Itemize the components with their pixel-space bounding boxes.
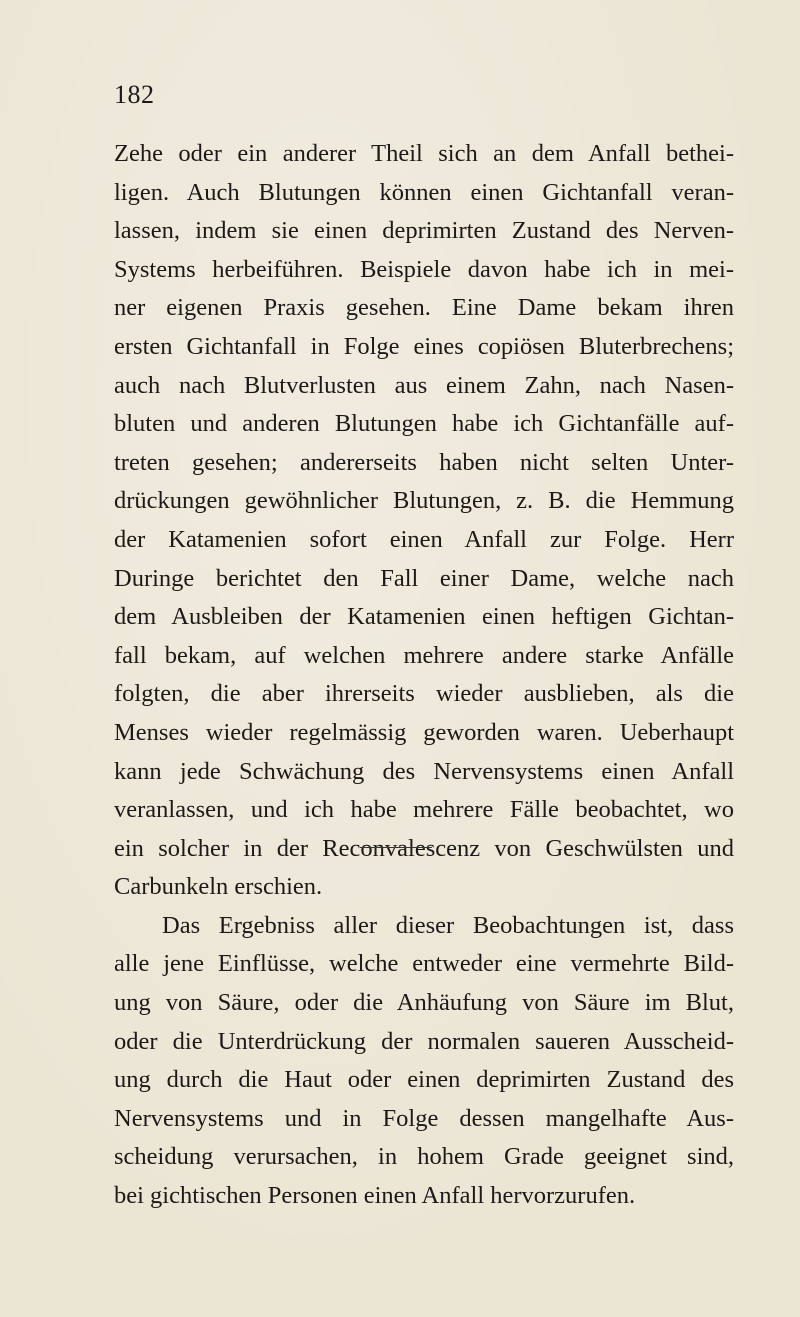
text-line: fall bekam, auf welchen mehrere andere starke Anfälle [114,641,734,669]
text-line: Carbunkeln erschien. [114,873,323,901]
text-line: Zehe oder ein anderer Theil sich an dem Anfall bethei- [114,140,734,167]
text-line: der Katamenien sofort einen Anfall zur Folge. Herr [114,525,734,553]
text-line: ung von Säure, oder die Anhäufung von Säure im Blut, [114,989,734,1017]
body-text [114,135,734,1216]
text-line: ersten Gichtanfall in Folge eines copiösen Bluterbrechens; [114,332,734,360]
text-line: alle jene Einflüsse, welche entweder eine vermehrte Bild- [114,950,734,978]
text-line: Systems herbeiführen. Beispiele davon habe ich in mei- [114,255,734,283]
text-line: lassen, indem sie einen deprimirten Zustand des Nerven- [114,217,734,245]
text-line: Menses wieder regelmässig geworden waren. Ueberhaupt [114,718,734,746]
text-line: oder die Unterdrückung der normalen saueren Ausscheid- [114,1027,734,1055]
text-line: Das Ergebniss aller dieser Beobachtungen ist, dass [162,911,734,939]
text-line: dem Ausbleiben der Katamenien einen heftigen Gichtan- [114,603,734,631]
section-divider [360,847,432,848]
text-line: drückungen gewöhnlicher Blutungen, z. B. die Hemmung [114,487,734,515]
text-line: auch nach Blutverlusten aus einem Zahn, nach Nasen- [114,371,734,399]
text-line: Nervensystems und in Folge dessen mangelhafte Aus- [114,1104,734,1132]
text-line: ner eigenen Praxis gesehen. Eine Dame bekam ihren [114,294,734,322]
text-line: kann jede Schwächung des Nervensystems einen Anfall [114,757,734,785]
text-line: folgten, die aber ihrerseits wieder ausblieben, als die [114,680,734,708]
text-line: ung durch die Haut oder einen deprimirten Zustand des [114,1066,734,1094]
page-number: 182 [114,80,155,109]
text-line: bei gichtischen Personen einen Anfall hervorzurufen. [114,1182,636,1210]
text-line: ligen. Auch Blutungen können einen Gichtanfall veran- [114,178,734,206]
text-line: Duringe berichtet den Fall einer Dame, welche nach [114,564,734,592]
text-line: veranlassen, und ich habe mehrere Fälle beobachtet, wo [114,796,734,824]
text-line: ein solcher in der Reconvalescenz von Geschwülsten und [114,834,734,862]
text-line: scheidung verursachen, in hohem Grade geeignet sind, [114,1143,734,1171]
text-line: treten gesehen; andererseits haben nicht selten Unter- [114,448,734,476]
text-line: bluten und anderen Blutungen habe ich Gichtanfälle auf- [114,410,734,438]
